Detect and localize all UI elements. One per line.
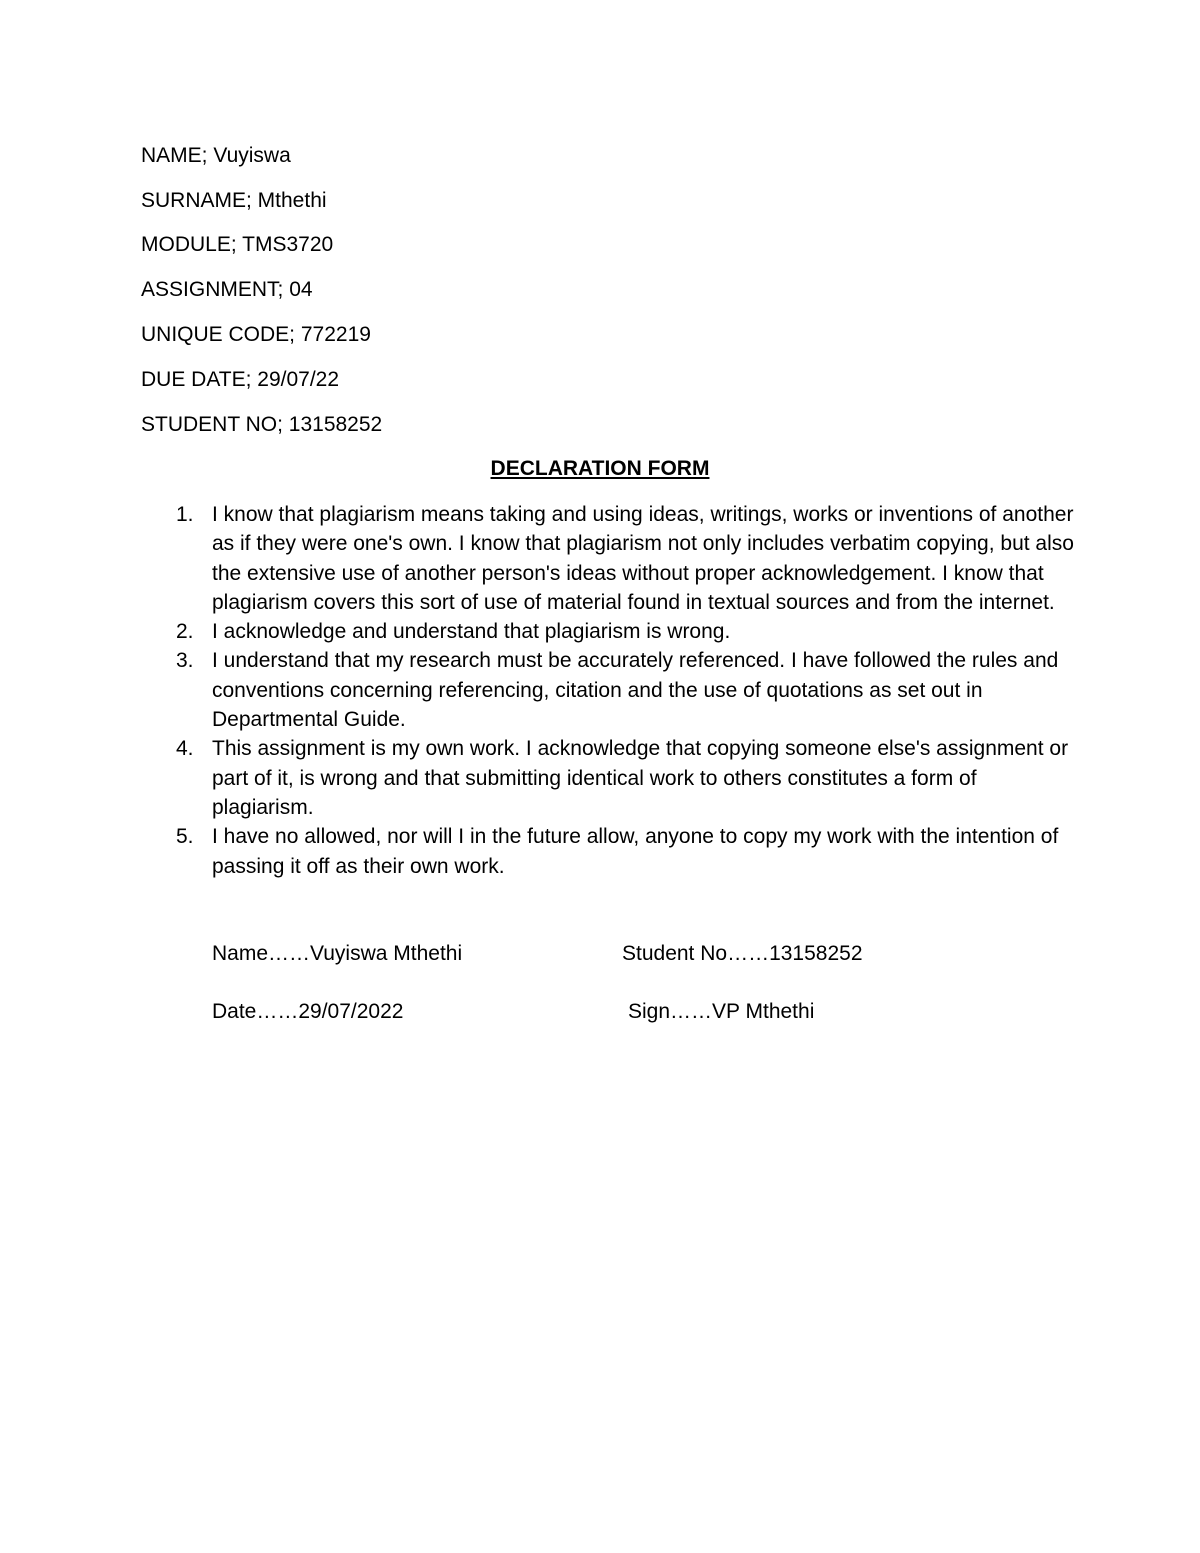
declaration-title: DECLARATION FORM	[490, 457, 710, 480]
declaration-item-text: I have no allowed, nor will I in the future allow, anyone to copy my work with the intention of passing it off as their own work.	[212, 825, 1059, 878]
signature-name: Name……Vuyiswa Mthethi	[212, 942, 463, 965]
declaration-item	[176, 617, 1076, 646]
declaration-item-number: 2.	[176, 620, 194, 644]
unique-code-line: UNIQUE CODE; 772219	[141, 323, 371, 346]
declaration-item-number: 5.	[176, 825, 194, 849]
assignment-line: ASSIGNMENT; 04	[141, 278, 313, 301]
declaration-item-text: I understand that my research must be accurately referenced. I have followed the rules and conventions concerning referencing, citation and the use of quotations as set out in Departmental Guide.	[212, 649, 1059, 732]
declaration-item-number: 3.	[176, 649, 194, 673]
signature-date: Date……29/07/2022	[212, 1000, 404, 1023]
declaration-list	[176, 500, 1076, 881]
signature-sign: Sign……VP Mthethi	[628, 1000, 815, 1023]
declaration-item	[176, 500, 1076, 617]
declaration-item	[176, 734, 1076, 822]
declaration-item-text: This assignment is my own work. I acknowledge that copying someone else's assignment or part of it, is wrong and that submitting identical work to others constitutes a form of plagiarism.	[212, 737, 1069, 819]
surname-line: SURNAME; Mthethi	[141, 189, 327, 212]
due-date-line: DUE DATE; 29/07/22	[141, 368, 340, 391]
student-no-line: STUDENT NO; 13158252	[141, 413, 383, 436]
declaration-item-text: I know that plagiarism means taking and using ideas, writings, works or inventions of another as if they were one's own. I know that plagiarism not only includes verbatim copying, but also the extensive use of another person's ideas without proper acknowledgement. I know that plagiarism covers this sort of use of material found in textual sources and from the internet.	[212, 503, 1074, 614]
declaration-item	[176, 646, 1076, 734]
declaration-item-number: 4.	[176, 737, 194, 761]
declaration-item	[176, 822, 1076, 881]
declaration-item-text: I acknowledge and understand that plagiarism is wrong.	[212, 620, 731, 644]
module-line: MODULE; TMS3720	[141, 233, 334, 256]
declaration-item-number: 1.	[176, 503, 194, 526]
signature-student-no: Student No……13158252	[622, 942, 863, 965]
name-line: NAME; Vuyiswa	[141, 144, 291, 167]
